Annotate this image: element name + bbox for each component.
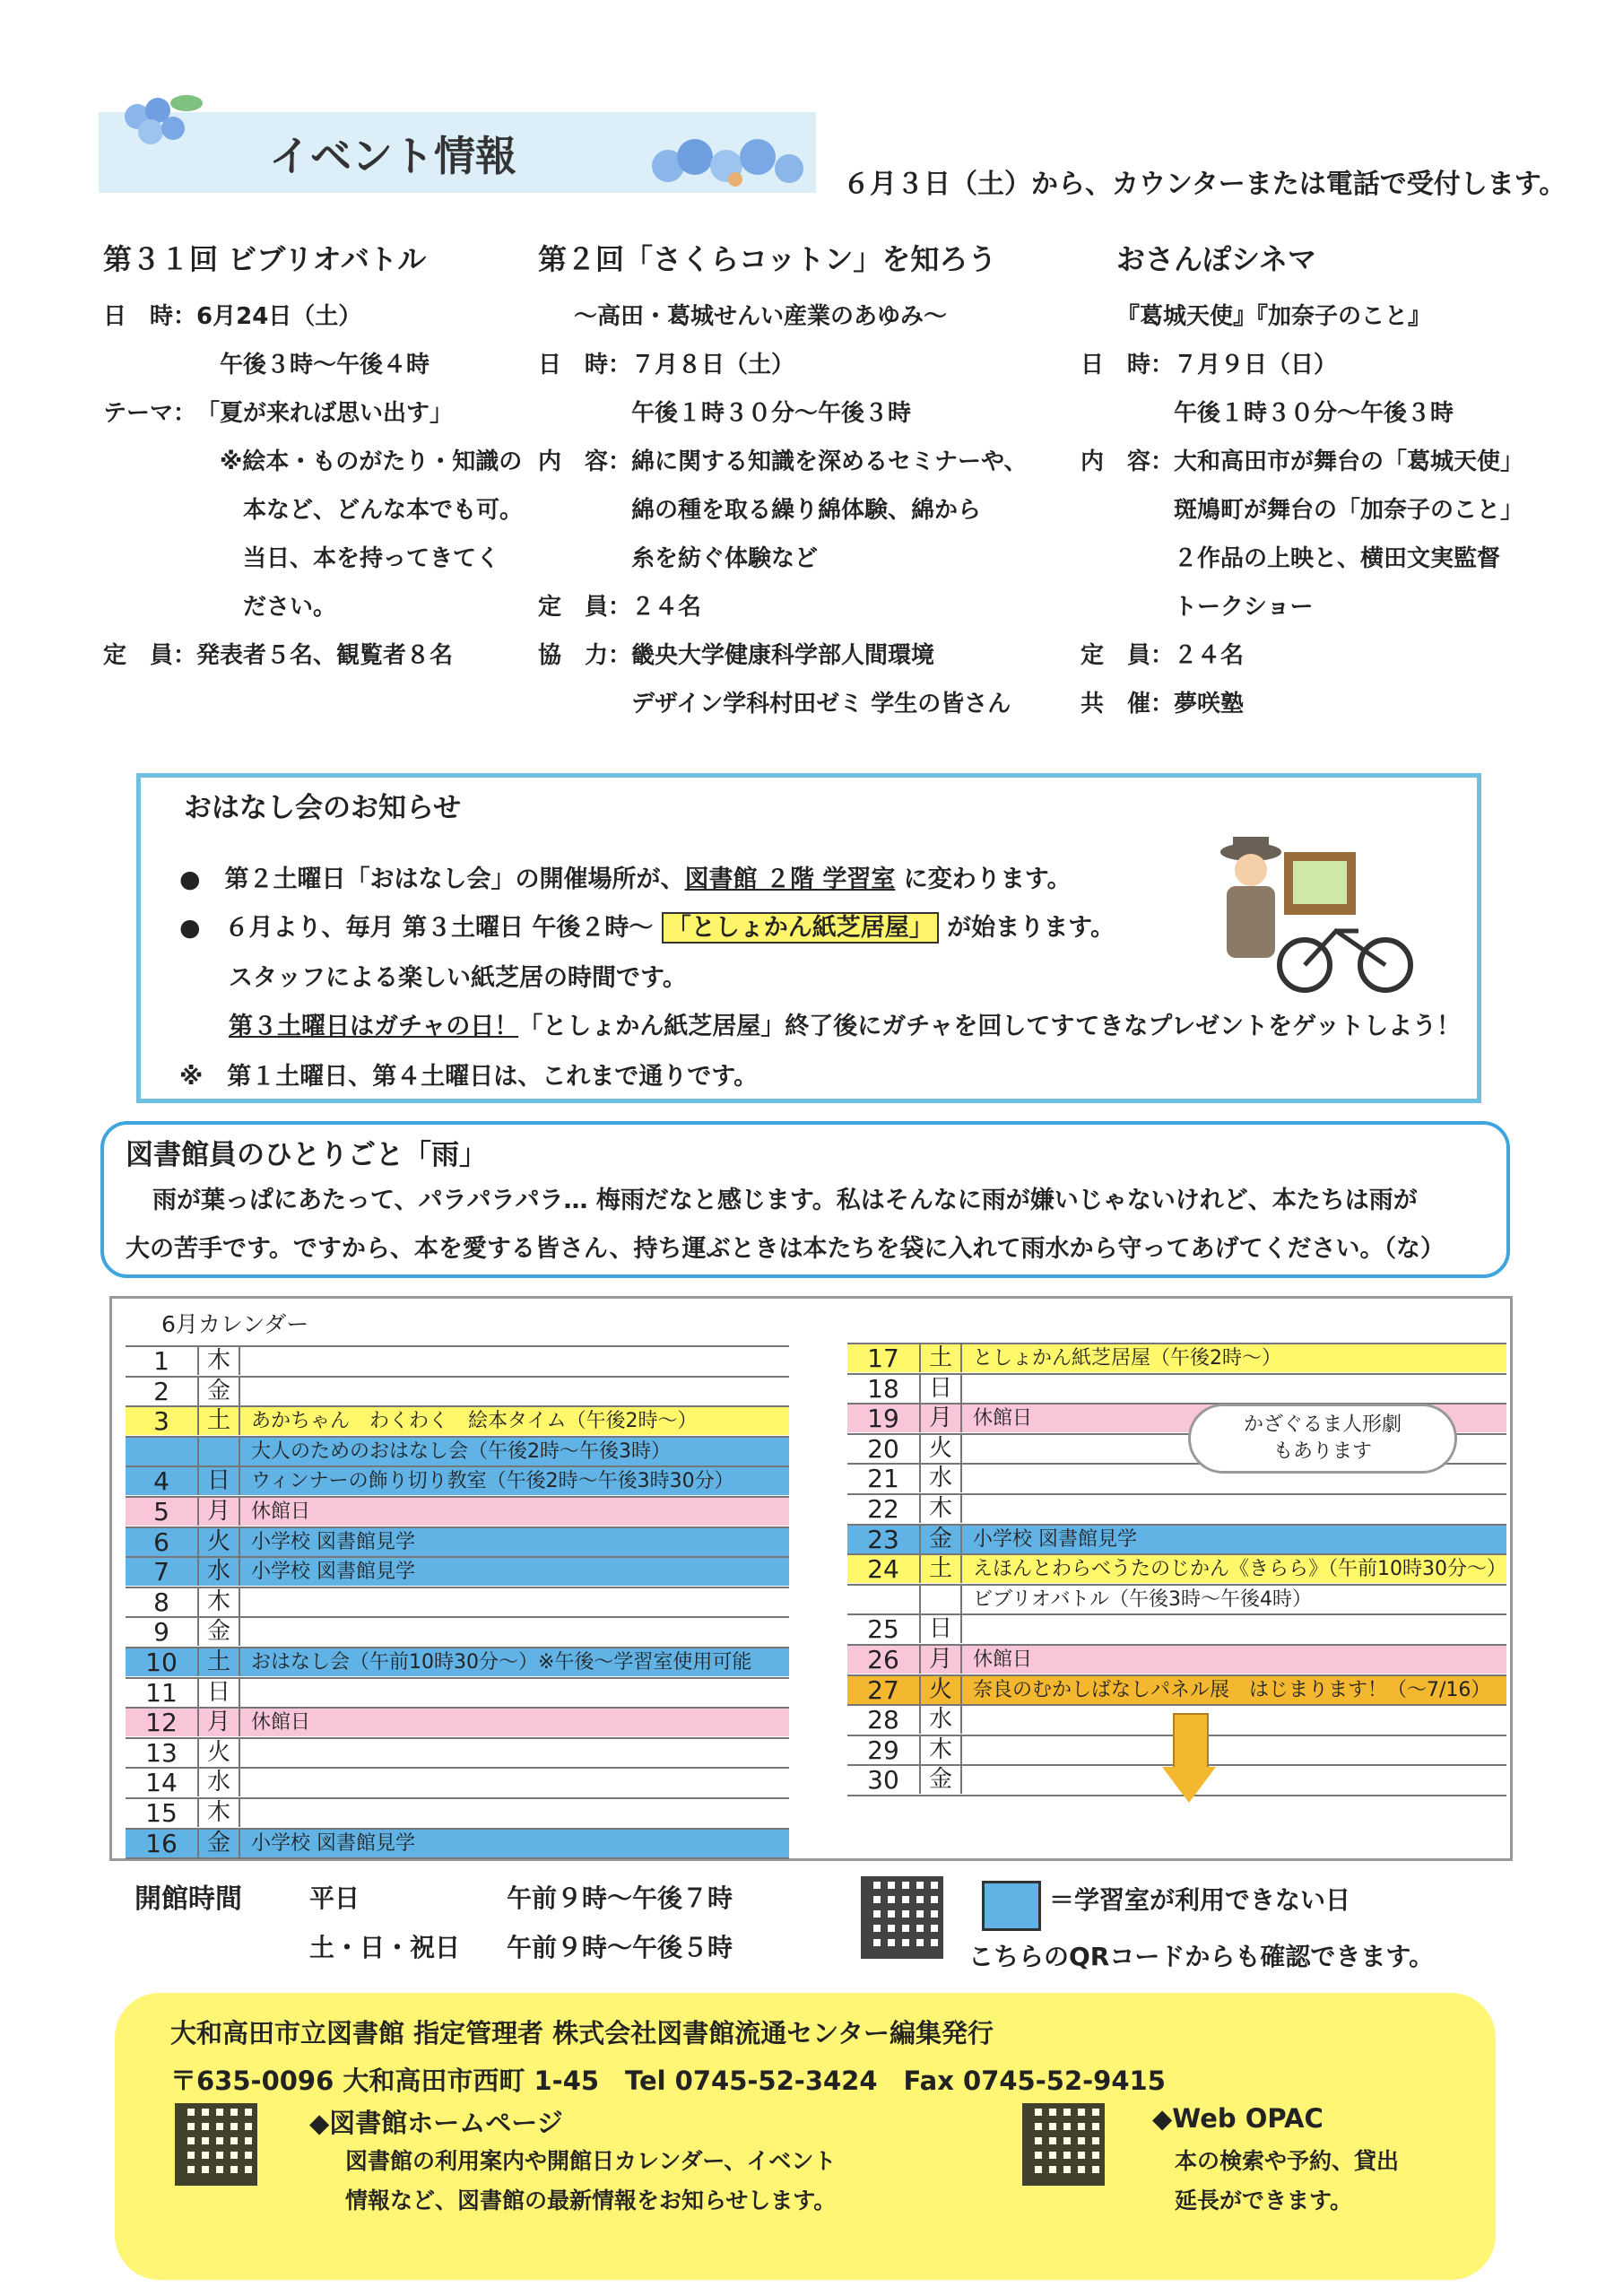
calendar-weekday [919, 1586, 962, 1613]
ohanashi-title: おはなし会のお知らせ [184, 792, 462, 824]
event-row [103, 389, 525, 631]
event-value: 「夏が来れば思い出す」 ※絵本・ものがたり・知識の 本など、どんな本でも可。 当日、本を持ってきてく ださい。 [196, 400, 524, 621]
calendar-day: 10 [145, 1648, 178, 1677]
calendar-event: あかちゃん わくわく 絵本タイム（午後2時～） [251, 1410, 698, 1433]
ohanashi-line-2: ● ６月より、毎月 第３土曜日 午後２時～ 「としょかん紙芝居屋」 が始まります。 [179, 914, 1115, 942]
calendar-row [126, 1436, 789, 1465]
event-label: 日 時： [103, 303, 197, 330]
calendar-row [126, 1616, 789, 1646]
calendar-weekday: 日 [919, 1615, 962, 1643]
cloud-note [1188, 1404, 1457, 1474]
event-label: 協 力： [538, 642, 632, 669]
calendar-day: 6 [153, 1526, 169, 1557]
calendar-weekday: 木 [197, 1588, 240, 1616]
homepage-title: ◆図書館ホームページ [309, 2108, 563, 2138]
calendar-weekday: 日 [197, 1679, 240, 1707]
event-value: 綿に関する知識を深めるセミナーや、 綿の種を取る繰り綿体験、綿から 糸を紡ぐ体験など [631, 448, 1028, 572]
calendar-row [126, 1496, 789, 1526]
calendar-day: 8 [153, 1587, 169, 1617]
event-row [538, 583, 1040, 631]
calendar-row [126, 1797, 789, 1827]
event-value: ２４名 [1174, 642, 1245, 669]
arrow-head-icon [1162, 1767, 1216, 1803]
calendar-weekday: 木 [197, 1799, 240, 1827]
calendar-day: 22 [867, 1494, 899, 1524]
calendar-weekday: 土 [197, 1407, 240, 1435]
calendar-day: 2 [153, 1376, 169, 1406]
calendar-day: 15 [145, 1798, 178, 1828]
calendar-weekday: 月 [919, 1646, 962, 1674]
calendar-day: 16 [145, 1828, 178, 1858]
hours-weekday: 平日 [309, 1883, 360, 1913]
librarian-text-2: 大の苦手です。ですから、本を愛する皆さん、持ち運ぶときは本たちを袋に入れて雨水から守ってあげてください。（な） [126, 1235, 1445, 1263]
calendar-day: 24 [867, 1554, 899, 1585]
event-value: ７月９日（日） 午後１時３０分～午後３時 [1174, 352, 1454, 427]
calendar-row [847, 1584, 1506, 1613]
calendar-row [847, 1524, 1506, 1553]
calendar-event: ウィンナーの飾り切り教室（午後2時～午後3時30分） [251, 1470, 734, 1493]
calendar-weekday: 月 [197, 1709, 240, 1736]
event-label: 内 容： [1081, 448, 1175, 475]
calendar-day: 1 [153, 1346, 169, 1376]
calendar-day: 27 [867, 1674, 899, 1705]
calendar-weekday: 金 [197, 1830, 240, 1857]
event-subtitle: ～高田・葛城せんい産業のあゆみ～ [574, 303, 948, 330]
calendar-weekday: 月 [919, 1405, 962, 1432]
calendar-weekday: 水 [197, 1769, 240, 1796]
calendar-row [126, 1556, 789, 1586]
arrow-down-icon [1173, 1713, 1209, 1770]
calendar-weekday: 月 [197, 1498, 240, 1526]
hours-weekend: 土・日・祝日 [309, 1933, 461, 1962]
calendar-row [126, 1465, 789, 1495]
event-osanpo-cinema [1081, 235, 1583, 728]
event-label: 共 催： [1081, 691, 1175, 718]
footer-address: 〒635-0096 大和高田市西町 1-45 Tel 0745-52-3424 Fax 0745-52-9415 [170, 2066, 1166, 2096]
calendar-weekday: 金 [919, 1766, 962, 1794]
event-label: 定 員： [103, 642, 197, 669]
event-value: 発表者５名、観覧者８名 [196, 642, 454, 669]
calendar-day: 14 [145, 1768, 178, 1798]
calendar-day: 23 [867, 1524, 899, 1554]
cloud-line: もあります [1272, 1440, 1372, 1463]
calendar-day: 18 [867, 1373, 899, 1404]
registration-note: ６月３日（土）から、カウンターまたは電話で受付します。 [843, 169, 1567, 200]
calendar-event: 小学校 図書館見学 [251, 1530, 415, 1553]
calendar-event: 休館日 [251, 1500, 311, 1523]
calendar-day: 25 [867, 1614, 899, 1645]
footer-publisher: 大和高田市立図書館 指定管理者 株式会社図書館流通センター編集発行 [170, 2018, 994, 2048]
librarian-title: 図書館員のひとりごと「雨」 [126, 1139, 487, 1171]
event-value: ７月８日（土） 午後１時３０分～午後３時 [631, 352, 912, 427]
hydrangea-icon [106, 85, 204, 170]
calendar-weekday: 火 [197, 1739, 240, 1767]
calendar-day: 28 [867, 1705, 899, 1735]
ohanashi-line-5: ※ 第１土曜日、第４土曜日は、これまで通りです。 [179, 1063, 759, 1091]
hours-label: 開館時間 [135, 1883, 242, 1915]
event-label: 日 時： [1081, 352, 1175, 378]
page-title: イベント情報 [269, 132, 516, 180]
opac-desc: 本の検索や予約、貸出 延長ができます。 [1175, 2148, 1400, 2213]
calendar-event: 小学校 図書館見学 [251, 1831, 415, 1855]
event-sakura-cotton [538, 235, 1040, 728]
calendar-event: 休館日 [973, 1648, 1033, 1671]
event-label: 日 時： [538, 352, 632, 378]
calendar-row [126, 1767, 789, 1796]
calendar-day: 21 [867, 1464, 899, 1494]
calendar-weekday: 金 [197, 1618, 240, 1646]
calendar-weekday: 火 [919, 1676, 962, 1704]
calendar-row [126, 1526, 789, 1556]
opac-title: ◆Web OPAC [1152, 2103, 1324, 2134]
calendar-row [847, 1343, 1506, 1372]
event-row [1081, 680, 1583, 728]
calendar-day: 9 [153, 1617, 169, 1648]
calendar-weekday: 火 [197, 1528, 240, 1556]
calendar-event: おはなし会（午前10時30分～）※午後～学習室使用可能 [251, 1651, 752, 1674]
event-row [538, 341, 1040, 438]
event-bibliobattle [103, 235, 525, 680]
event-label: 内 容： [538, 448, 632, 475]
calendar-weekday: 土 [919, 1555, 962, 1583]
ohanashi-line-3: スタッフによる楽しい紙芝居の時間です。 [229, 964, 687, 992]
calendar-day: 4 [153, 1466, 169, 1497]
calendar-day: 7 [153, 1557, 169, 1587]
hydrangea-snail-icon [641, 126, 820, 202]
qr-code-icon[interactable] [861, 1876, 943, 1959]
calendar-weekday: 土 [197, 1648, 240, 1676]
calendar-row [126, 1828, 789, 1857]
librarian-text-1: 雨が葉っぱにあたって、パラパラパラ… 梅雨だなと感じます。私はそんなに雨が嫌いじゃないけれど、本たちは雨が [152, 1187, 1418, 1214]
calendar-row [847, 1644, 1506, 1674]
calendar-row [847, 1373, 1506, 1403]
calendar-event: 小学校 図書館見学 [251, 1561, 415, 1584]
calendar-row [126, 1376, 789, 1405]
calendar-weekday: 金 [919, 1526, 962, 1553]
calendar-event: としょかん紙芝居屋（午後2時～） [973, 1347, 1281, 1370]
event-row [1081, 438, 1583, 631]
calendar-weekday: 火 [919, 1435, 962, 1463]
calendar-day: 3 [153, 1406, 169, 1437]
event-label: 定 員： [538, 594, 632, 621]
calendar-row [126, 1647, 789, 1676]
calendar-weekday: 土 [919, 1344, 962, 1372]
event-value: 6月24日（土） 午後３時～午後４時 [196, 303, 430, 378]
event-label: テーマ： [103, 400, 197, 427]
legend-text: ＝学習室が利用できない日 [1049, 1885, 1351, 1915]
event-value: 畿央大学健康科学部人間環境 デザイン学科村田ゼミ 学生の皆さん [631, 642, 1011, 718]
calendar-row [126, 1677, 789, 1707]
event-value: 夢咲塾 [1174, 691, 1245, 718]
calendar-row [847, 1553, 1506, 1583]
calendar-day: 5 [153, 1497, 169, 1526]
event-title: 第２回「さくらコットン」を知ろう [538, 242, 997, 276]
calendar-day: 12 [145, 1708, 178, 1738]
calendar-event: 休館日 [251, 1711, 311, 1735]
event-title: おさんぽシネマ [1116, 242, 1317, 276]
event-subtitle: 『葛城天使』『加奈子のこと』 [1116, 303, 1432, 330]
calendar-day: 11 [145, 1677, 178, 1708]
calendar-day: 30 [867, 1765, 899, 1796]
calendar-event: 小学校 図書館見学 [973, 1527, 1137, 1551]
calendar-row [847, 1613, 1506, 1643]
ohanashi-line-4: 第３土曜日はガチャの日！「としょかん紙芝居屋」終了後にガチャを回してすてきなプレゼントをゲットしよう！ [229, 1013, 1462, 1040]
calendar-weekday: 木 [197, 1347, 240, 1375]
cloud-line: かざぐるま人形劇 [1243, 1413, 1402, 1436]
calendar-row [126, 1345, 789, 1375]
calendar-weekday: 水 [919, 1706, 962, 1734]
kamishibai-man-icon [1202, 832, 1426, 994]
calendar-weekday: 木 [919, 1495, 962, 1523]
calendar-event: えほんとわらべうたのじかん《きらら》（午前10時30分～） [973, 1558, 1506, 1581]
event-row [103, 292, 525, 389]
event-row [103, 631, 525, 680]
event-value: 大和高田市が舞台の「葛城天使」 斑鳩町が舞台の「加奈子のこと」 ２作品の上映と、横田文実監督 トークショー [1174, 448, 1524, 621]
event-value: ２４名 [631, 594, 702, 621]
event-row [538, 438, 1040, 583]
calendar-weekday: 金 [197, 1378, 240, 1405]
calendar-bottom-line [126, 1857, 789, 1859]
calendar-row [847, 1493, 1506, 1523]
calendar-event: 大人のためのおはなし会（午後2時～午後3時） [251, 1439, 671, 1463]
hours-weekday-time: 午前９時～午後７時 [507, 1883, 733, 1913]
calendar-day: 26 [867, 1645, 899, 1674]
event-title: 第３１回 ビブリオバトル [103, 242, 427, 276]
hours-weekend-time: 午前９時～午後５時 [507, 1933, 733, 1962]
calendar-day: 20 [867, 1433, 899, 1464]
event-label: 定 員： [1081, 642, 1175, 669]
legend-blue-square [982, 1881, 1041, 1931]
calendar-weekday: 木 [919, 1736, 962, 1764]
calendar-weekday [197, 1438, 240, 1465]
calendar-day: 29 [867, 1735, 899, 1765]
calendar-day: 13 [145, 1737, 178, 1768]
qr-note: こちらのQRコードからも確認できます。 [968, 1942, 1435, 1971]
calendar-row [847, 1674, 1506, 1704]
calendar-day: 19 [867, 1404, 899, 1434]
calendar-weekday: 水 [919, 1465, 962, 1492]
calendar-row [126, 1737, 789, 1767]
calendar-row [126, 1405, 789, 1435]
homepage-qr-icon[interactable] [175, 2103, 257, 2186]
calendar-title: 6月カレンダー [161, 1311, 309, 1337]
event-row [1081, 631, 1583, 680]
calendar-day: 17 [867, 1344, 899, 1373]
calendar-row [126, 1707, 789, 1736]
ohanashi-line-1: ● 第２土曜日「おはなし会」の開催場所が、図書館 ２階 学習室 に変わります。 [179, 865, 1072, 893]
event-row [538, 631, 1040, 728]
opac-qr-icon[interactable] [1022, 2103, 1105, 2186]
homepage-desc: 図書館の利用案内や開館日カレンダー、イベント 情報など、図書館の最新情報をお知らせします。 [345, 2148, 837, 2213]
calendar-weekday: 水 [197, 1558, 240, 1586]
calendar-row [126, 1587, 789, 1616]
calendar-weekday: 日 [197, 1467, 240, 1495]
calendar-weekday: 日 [919, 1375, 962, 1403]
event-row [1081, 341, 1583, 438]
calendar-event: 休館日 [973, 1407, 1033, 1431]
calendar-event: ビブリオバトル（午後3時～午後4時） [973, 1587, 1313, 1611]
calendar-event: 奈良のむかしばなしパネル展 はじまります！（～7/16） [973, 1678, 1491, 1701]
